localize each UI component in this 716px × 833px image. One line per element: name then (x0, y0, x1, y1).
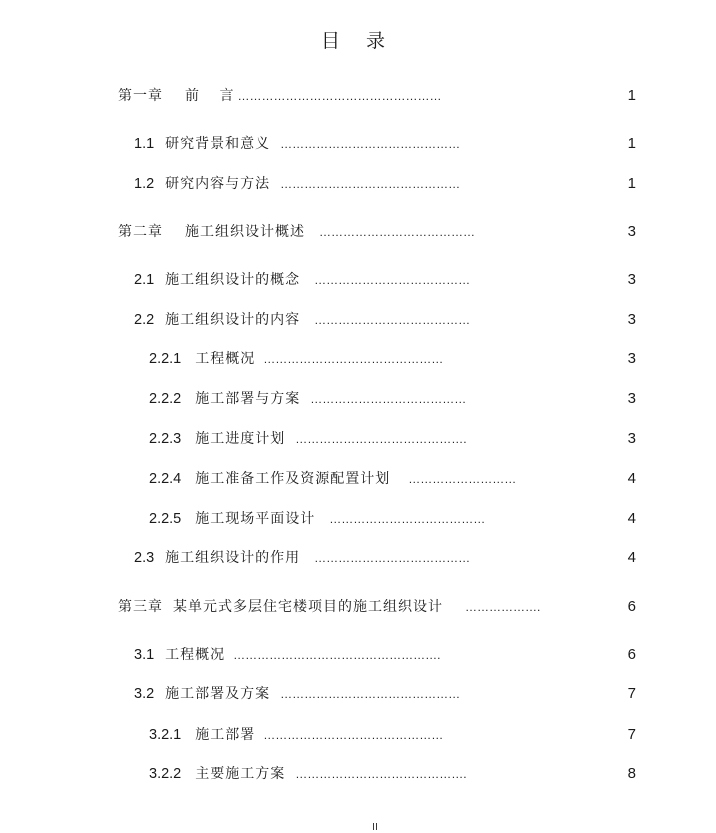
toc-entry-text: 施工组织设计的内容 (165, 312, 301, 328)
toc-entry-chapter-3[interactable] (118, 598, 540, 616)
toc-leader-dots: ………………. (465, 600, 541, 614)
toc-leader-dots: ……………………………………… (280, 137, 461, 151)
page-footer-number: II (372, 822, 378, 833)
toc-section-number: 2.2.1 (149, 351, 182, 367)
toc-entry-section-1-2[interactable] (134, 175, 460, 193)
toc-entry-text: 施工现场平面设计 (195, 511, 316, 527)
toc-entry-text: 前 言 (185, 88, 242, 104)
toc-leader-dots: ………………………………… (314, 313, 471, 327)
toc-leader-dots: ……………………………………. (295, 767, 467, 781)
toc-entry-section-2-1[interactable] (134, 271, 470, 289)
toc-entry-text: 施工部署与方案 (195, 391, 301, 407)
toc-page-number: 3 (627, 350, 636, 367)
toc-entry-chapter-1[interactable] (118, 87, 441, 105)
toc-entry-subsection-2-2-4[interactable] (149, 470, 516, 488)
toc-entry-text: 施工组织设计的概念 (165, 272, 301, 288)
toc-entry-text: 主要施工方案 (195, 766, 286, 782)
toc-entry-text: 施工准备工作及资源配置计划 (195, 471, 391, 487)
toc-leader-dots: ……………………………………. (295, 432, 467, 446)
toc-section-number: 2.2.3 (149, 431, 182, 447)
toc-entry-section-3-1[interactable] (134, 646, 441, 664)
toc-entry-text: 工程概况 (195, 351, 256, 367)
toc-leader-dots: …………………………………………… (237, 89, 442, 103)
toc-leader-dots: ………………………………… (310, 392, 467, 406)
toc-leader-dots: ……………………………………… (263, 728, 444, 742)
toc-leader-dots: ……………………………………………. (233, 648, 441, 662)
toc-entry-section-2-2[interactable] (134, 311, 470, 329)
toc-entry-text: 施工组织设计概述 (185, 224, 305, 240)
toc-entry-section-2-3[interactable] (134, 549, 470, 567)
toc-leader-dots: ……………………………………… (263, 352, 444, 366)
toc-leader-dots: ………………………………… (314, 273, 471, 287)
toc-leader-dots: ……………………… (408, 472, 517, 486)
toc-section-number: 2.3 (134, 550, 155, 566)
toc-entry-subsection-2-2-3[interactable] (149, 430, 467, 448)
toc-page-number: 6 (627, 598, 636, 615)
toc-chapter-label: 第二章 (118, 224, 163, 240)
toc-page-number: 3 (627, 223, 636, 240)
toc-section-number: 3.1 (134, 647, 155, 663)
toc-section-number: 1.1 (134, 136, 155, 152)
toc-leader-dots: ………………………………… (314, 551, 471, 565)
toc-section-number: 2.2.2 (149, 391, 182, 407)
toc-section-number: 1.2 (134, 176, 155, 192)
toc-page-number: 4 (627, 510, 636, 527)
toc-entry-chapter-2[interactable] (118, 223, 475, 241)
toc-section-number: 2.2 (134, 312, 155, 328)
toc-leader-dots: ……………………………………… (280, 177, 461, 191)
toc-entry-text: 研究背景和意义 (165, 136, 271, 152)
toc-entry-text: 工程概况 (165, 647, 226, 663)
toc-page-number: 3 (627, 390, 636, 407)
toc-entry-subsection-2-2-5[interactable] (149, 510, 485, 528)
toc-page-number: 3 (627, 311, 636, 328)
toc-entry-subsection-2-2-2[interactable] (149, 390, 466, 408)
toc-section-number: 3.2.1 (149, 727, 182, 743)
toc-page-number: 7 (627, 685, 636, 702)
toc-leader-dots: ……………………………………… (280, 687, 461, 701)
toc-section-number: 3.2.2 (149, 766, 182, 782)
page-title: 目 录 (320, 30, 396, 52)
toc-page-number: 7 (627, 726, 636, 743)
toc-page-number: 8 (627, 765, 636, 782)
toc-page-number: 1 (627, 135, 636, 152)
toc-entry-subsection-3-2-2[interactable] (149, 765, 467, 783)
toc-entry-text: 施工部署及方案 (165, 686, 271, 702)
toc-page-number: 6 (627, 646, 636, 663)
toc-entry-text: 施工部署 (195, 727, 256, 743)
toc-entry-text: 研究内容与方法 (165, 176, 271, 192)
toc-entry-text: 施工进度计划 (195, 431, 286, 447)
toc-entry-section-3-2[interactable] (134, 685, 460, 703)
toc-page-number: 3 (627, 271, 636, 288)
toc-leader-dots: ………………………………… (319, 225, 475, 239)
toc-entry-subsection-3-2-1[interactable] (149, 726, 443, 744)
toc-page-number: 4 (627, 549, 636, 566)
toc-page-number: 1 (627, 87, 636, 104)
toc-page-number: 3 (627, 430, 636, 447)
toc-page-number: 1 (627, 175, 636, 192)
toc-chapter-label: 第三章 (118, 599, 163, 615)
toc-entry-subsection-2-2-1[interactable] (149, 350, 443, 368)
toc-section-number: 2.2.4 (149, 471, 182, 487)
toc-entry-text: 某单元式多层住宅楼项目的施工组织设计 (173, 599, 443, 615)
toc-section-number: 2.2.5 (149, 511, 182, 527)
toc-leader-dots: ………………………………… (329, 512, 486, 526)
toc-chapter-label: 第一章 (118, 88, 163, 104)
toc-page-number: 4 (627, 470, 636, 487)
toc-section-number: 2.1 (134, 272, 155, 288)
toc-entry-text: 施工组织设计的作用 (165, 550, 301, 566)
toc-entry-section-1-1[interactable] (134, 135, 460, 153)
toc-section-number: 3.2 (134, 686, 155, 702)
